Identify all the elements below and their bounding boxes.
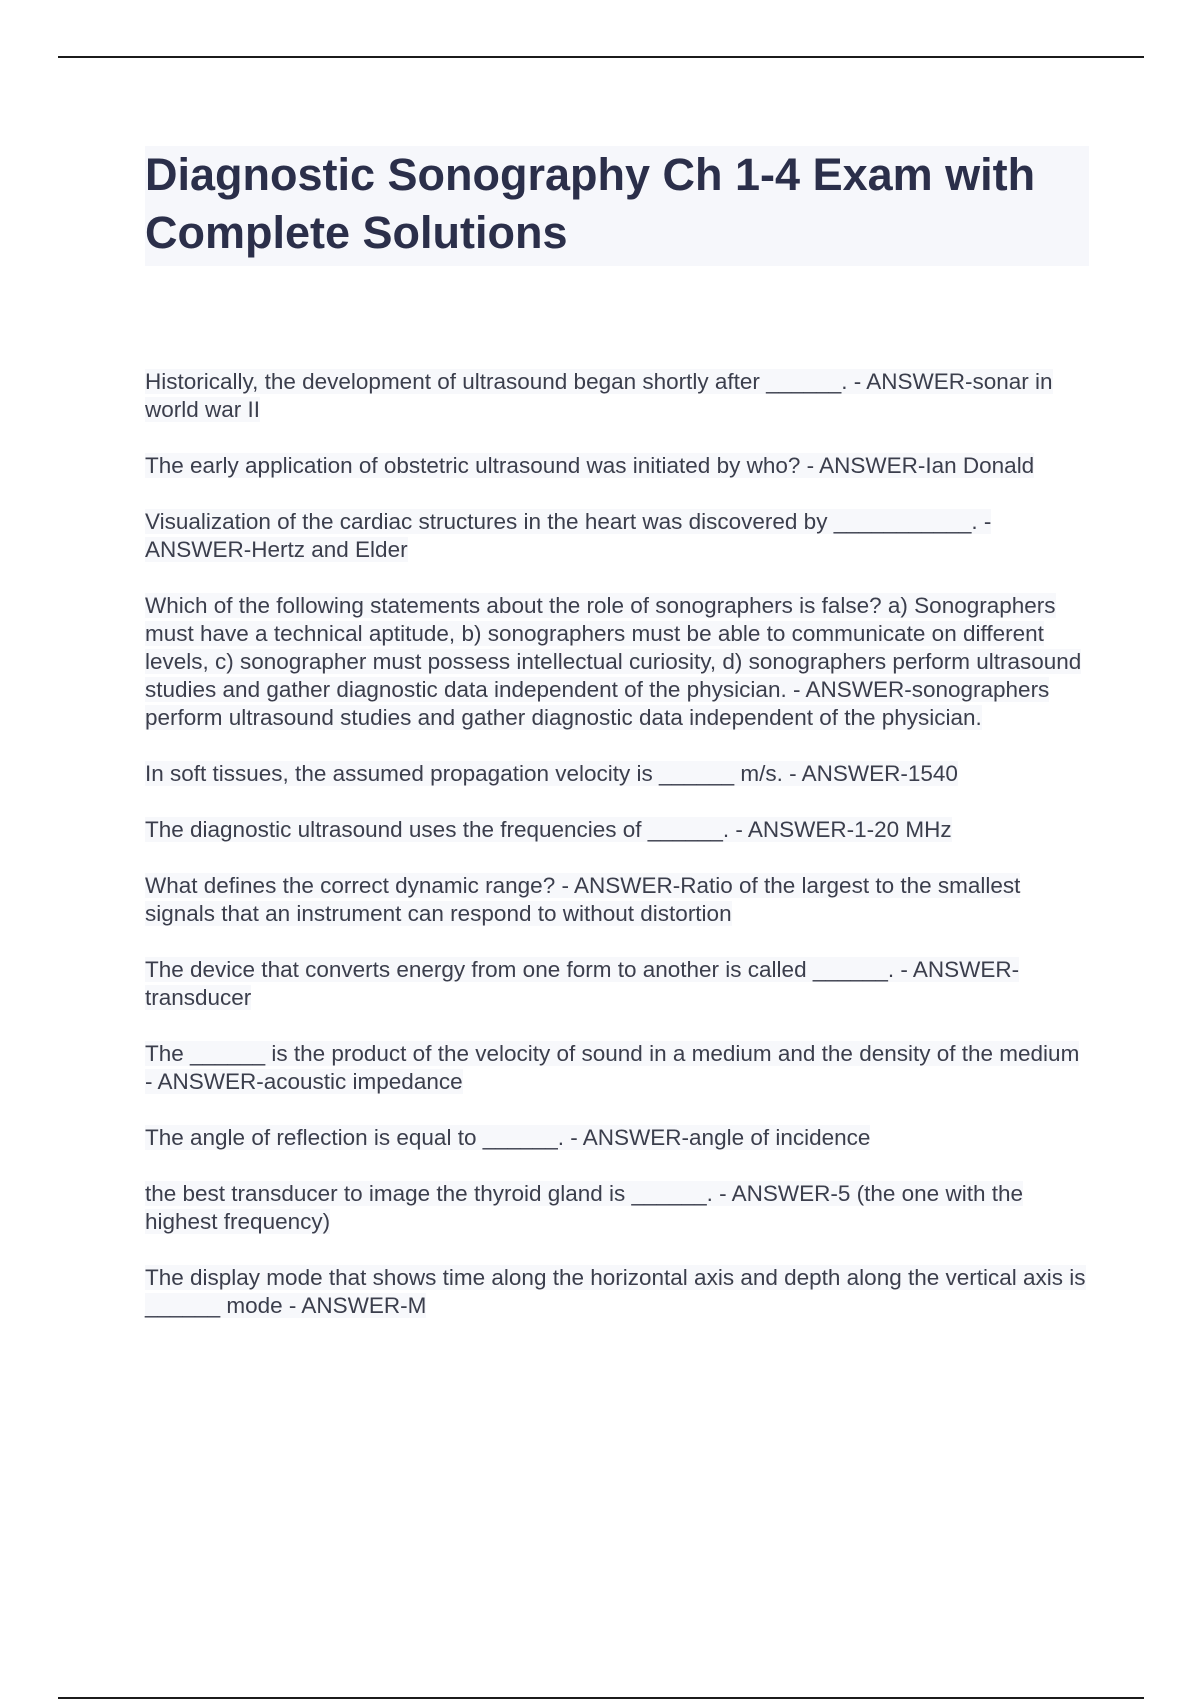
title-block bbox=[145, 146, 1089, 266]
document-title: Diagnostic Sonography Ch 1-4 Exam with Complete Solutions bbox=[145, 149, 1036, 258]
qa-item bbox=[145, 1264, 1090, 1320]
qa-item-text: Historically, the development of ultrasound began shortly after ______. - ANSWER-sonar in world war II bbox=[145, 369, 1053, 422]
qa-item-text: Visualization of the cardiac structures in the heart was discovered by ___________. - ANSWER-Hertz and Elder bbox=[145, 509, 992, 562]
qa-item-text: The angle of reflection is equal to ______. - ANSWER-angle of incidence bbox=[145, 1125, 871, 1150]
top-rule bbox=[58, 56, 1144, 58]
qa-item-text: Which of the following statements about the role of sonographers is false? a) Sonographers must have a technical aptitude, b) sonographers must be able to communicate on different levels, c) sonographer must possess intellectual curiosity, d) sonographers perform ultrasound studies and gather diagnostic data independent of the physician. - ANSWER-sonographers perform ultrasound studies and gather diagnostic data independent of the physician. bbox=[145, 593, 1082, 730]
qa-item bbox=[145, 508, 1090, 564]
qa-item bbox=[145, 368, 1090, 424]
qa-item-text: The ______ is the product of the velocity of sound in a medium and the density of the medium - ANSWER-acoustic impedance bbox=[145, 1041, 1080, 1094]
qa-item bbox=[145, 872, 1090, 928]
qa-item-text: The display mode that shows time along the horizontal axis and depth along the vertical axis is ______ mode - ANSWER-M bbox=[145, 1265, 1086, 1318]
qa-list bbox=[145, 368, 1090, 1348]
qa-item bbox=[145, 452, 1090, 480]
qa-item bbox=[145, 956, 1090, 1012]
qa-item bbox=[145, 592, 1090, 732]
qa-item bbox=[145, 1124, 1090, 1152]
qa-item-text: The early application of obstetric ultrasound was initiated by who? - ANSWER-Ian Donald bbox=[145, 453, 1035, 478]
qa-item bbox=[145, 1040, 1090, 1096]
qa-item bbox=[145, 816, 1090, 844]
qa-item bbox=[145, 760, 1090, 788]
bottom-rule bbox=[58, 1697, 1144, 1699]
qa-item bbox=[145, 1180, 1090, 1236]
qa-item-text: The diagnostic ultrasound uses the frequencies of ______. - ANSWER-1-20 MHz bbox=[145, 817, 952, 842]
qa-item-text: The device that converts energy from one form to another is called ______. - ANSWER-transducer bbox=[145, 957, 1020, 1010]
qa-item-text: the best transducer to image the thyroid gland is ______. - ANSWER-5 (the one with the highest frequency) bbox=[145, 1181, 1023, 1234]
qa-item-text: What defines the correct dynamic range? - ANSWER-Ratio of the largest to the smallest signals that an instrument can respond to without distortion bbox=[145, 873, 1021, 926]
qa-item-text: In soft tissues, the assumed propagation velocity is ______ m/s. - ANSWER-1540 bbox=[145, 761, 958, 786]
